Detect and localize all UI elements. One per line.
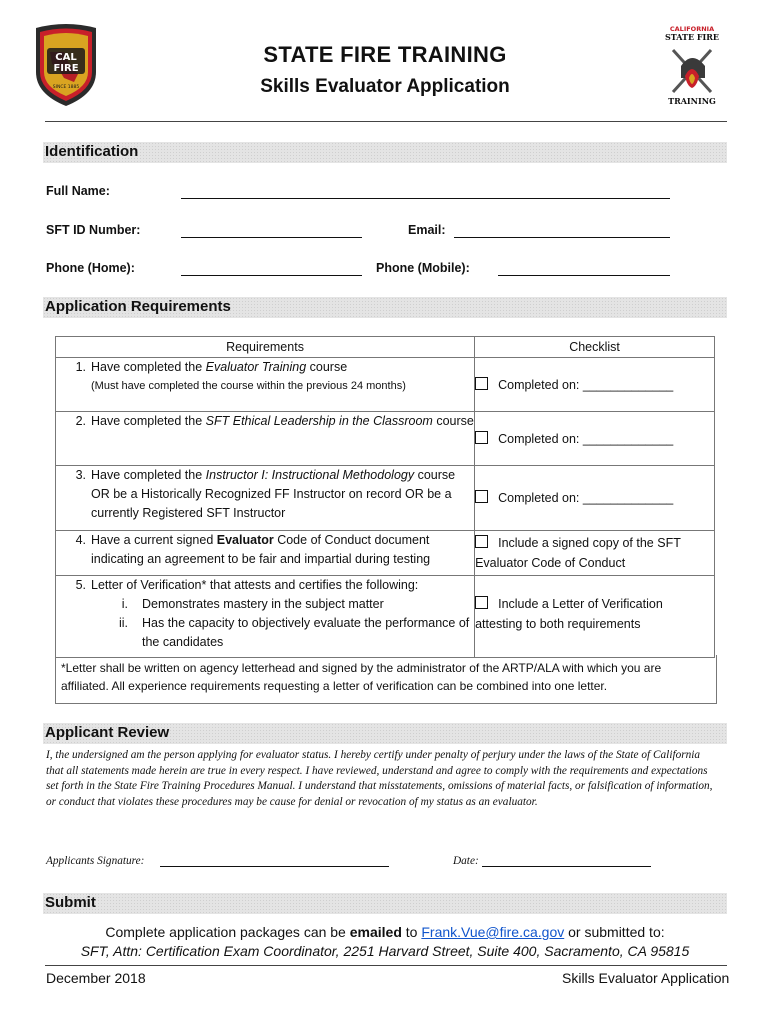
- item-number: 1.: [75, 360, 86, 374]
- section-identification: [43, 142, 727, 163]
- requirement-1-note: (Must have completed the course within the previous 24 months): [91, 380, 406, 392]
- logo-word-fire: FIRE: [53, 63, 79, 74]
- checklist-3: [475, 466, 715, 531]
- section-heading: Applicant Review: [45, 724, 170, 741]
- date-label: Date:: [453, 855, 479, 867]
- item-number: 5.: [75, 578, 86, 592]
- sft-logo-california: CALIFORNIA: [669, 25, 715, 33]
- col-header-requirements: Requirements: [56, 337, 475, 358]
- table-row: [56, 531, 715, 576]
- requirement-3: 3. Have completed the Instructor I: Instructional Methodology course OR be a Historically Recognized FF Instructor on record OR be a currently Registered SFT Instructor: [56, 466, 475, 531]
- signature-label: Applicants Signature:: [46, 855, 145, 867]
- phone-mobile-label: Phone (Mobile):: [376, 261, 470, 275]
- sft-id-label: SFT ID Number:: [46, 223, 141, 237]
- requirement-5: 5. Letter of Verification* that attests and certifies the following: i. Demonstrates mastery in the subject matter ii. Has the capacity to objectively evaluate the performance of the candidates: [56, 576, 475, 658]
- requirement-2: 2. Have completed the SFT Ethical Leadership in the Classroom course: [56, 412, 475, 466]
- submit-instructions: Complete application packages can be emailed to Frank.Vue@fire.ca.gov or submitted to:: [105, 924, 665, 940]
- table-row: [56, 412, 715, 466]
- checklist-label: Include a Letter of Verification: [498, 597, 663, 611]
- full-name-field[interactable]: [181, 198, 670, 199]
- checkbox[interactable]: [475, 596, 488, 609]
- requirements-table: [55, 336, 715, 658]
- page-title: STATE FIRE TRAINING: [263, 42, 507, 67]
- item-number: 4.: [75, 533, 86, 547]
- col-header-checklist: Checklist: [475, 337, 715, 358]
- checklist-2: [475, 412, 715, 466]
- checklist-label: Completed on: _____________: [498, 431, 674, 446]
- checkbox[interactable]: [475, 535, 488, 548]
- email-label: Email:: [408, 223, 446, 237]
- logo-word-cal: CAL: [55, 52, 77, 63]
- email-field[interactable]: [454, 237, 670, 238]
- checkbox[interactable]: [475, 431, 488, 444]
- sft-logo-training: TRAINING: [668, 96, 716, 106]
- checklist-1: [475, 358, 715, 412]
- table-row: [56, 466, 715, 531]
- mailing-address: SFT, Attn: Certification Exam Coordinator, 2251 Harvard Street, Suite 400, Sacramento, CA 95815: [80, 943, 690, 959]
- requirement-1: 1. Have completed the Evaluator Training course (Must have completed the course within the previous 24 months): [56, 358, 475, 412]
- checklist-label-cont: attesting to both requirements: [475, 617, 641, 631]
- section-heading: Submit: [45, 894, 96, 911]
- item-number: 2.: [75, 414, 86, 428]
- checkbox[interactable]: [475, 377, 488, 390]
- checklist-5: [475, 576, 715, 658]
- email-link[interactable]: Frank.Vue@fire.ca.gov: [421, 924, 565, 940]
- sub-requirement: Has the capacity to objectively evaluate the performance of the candidates: [142, 616, 470, 649]
- phone-mobile-field[interactable]: [498, 275, 670, 276]
- item-number: 3.: [75, 468, 86, 482]
- footer-document-name: Skills Evaluator Application: [562, 970, 730, 986]
- signature-field[interactable]: [160, 866, 389, 867]
- checklist-label: Completed on: _____________: [498, 491, 674, 505]
- checklist-label-cont: Evaluator Code of Conduct: [475, 556, 626, 570]
- footer-date: December 2018: [46, 970, 146, 986]
- section-heading: Application Requirements: [45, 298, 231, 315]
- date-field[interactable]: [482, 866, 651, 867]
- logo-since: SINCE 1885: [52, 85, 80, 90]
- sft-id-field[interactable]: [181, 237, 362, 238]
- certification-statement: I, the undersigned am the person applying for evaluator status. I hereby certify under penalty of perjury under the laws of the State of California that all statements made herein are true in every respect. I have reviewed, understand and agree to comply with the requirements and expectations set forth in the State Fire Training Procedures Manual. I understand that misstatements, omissions of material facts, or falsification of information, or conduct that violates these procedures may be cause for denial or revocation of my status as an evaluator.: [46, 749, 713, 808]
- footer-divider: [45, 965, 727, 966]
- requirement-4: 4. Have a current signed Evaluator Code of Conduct document indicating an agreement to be fair and impartial during testing: [56, 531, 475, 576]
- checklist-label: Completed on: _____________: [498, 377, 674, 392]
- section-heading: Identification: [45, 143, 139, 160]
- phone-home-field[interactable]: [181, 275, 362, 276]
- checklist-4: [475, 531, 715, 576]
- sft-logo-state-fire: STATE FIRE: [664, 32, 720, 42]
- header-divider: [45, 121, 727, 122]
- requirements-footnote: *Letter shall be written on agency letterhead and signed by the administrator of the ARTP/ALA with which you are affiliated. All experience requirements requesting a letter of verification can be combined into one letter.: [61, 661, 662, 693]
- table-row: [56, 358, 715, 412]
- section-application-requirements: [43, 297, 727, 318]
- table-row: [56, 576, 715, 658]
- checklist-label: Include a signed copy of the SFT: [498, 536, 681, 550]
- phone-home-label: Phone (Home):: [46, 261, 135, 275]
- sub-requirement: Demonstrates mastery in the subject matter: [142, 597, 384, 611]
- full-name-label: Full Name:: [46, 184, 110, 198]
- section-applicant-review: [43, 723, 727, 744]
- page-subtitle: Skills Evaluator Application: [260, 76, 510, 97]
- section-submit: [43, 893, 727, 914]
- checkbox[interactable]: [475, 490, 488, 503]
